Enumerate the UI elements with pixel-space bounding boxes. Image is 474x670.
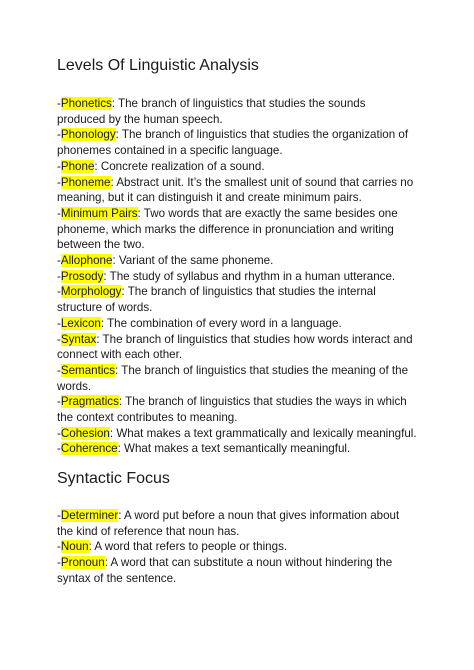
highlighted-term: Noun <box>60 540 89 554</box>
highlighted-term: Allophone <box>60 254 113 268</box>
definition-text: : The branch of linguistics that studies the ways in which the context contributes to meaning. <box>57 395 407 425</box>
section-levels-entries <box>57 96 417 457</box>
definition-text: : What makes a text grammatically and lexically meaningful. <box>109 426 417 440</box>
definition-text: : Abstract unit. It’s the smallest unit of sound that carries no meaning, but it can distinguish it and create minimum pairs. <box>57 175 414 205</box>
highlighted-term: Determiner <box>60 509 119 522</box>
definition-entry: -Phonetics: The branch of linguistics that studies the sounds produced by the human speech. <box>57 97 366 126</box>
definition-entry: -Prosody: The study of syllabus and rhythm in a human utterance. <box>57 269 396 283</box>
definition-entry: -Phonology: The branch of linguistics that studies the organization of phonemes contained in a specific language. <box>57 128 409 158</box>
definition-text: : The study of syllabus and rhythm in a human utterance. <box>103 269 396 283</box>
definition-text: : A word that can substitute a noun without hindering the syntax of the sentence. <box>57 556 393 585</box>
definition-text: : Two words that are exactly the same besides one phoneme, which marks the difference in pronunciation and writing between the two. <box>57 206 398 252</box>
definition-text: : A word that refers to people or things. <box>88 540 288 554</box>
highlighted-term: Pragmatics <box>60 395 119 409</box>
definition-entry: -Determiner: A word put before a noun that gives information about the kind of reference that noun has. <box>57 509 400 538</box>
definition-text: : The branch of linguistics that studies how words interact and connect with each other. <box>57 332 413 362</box>
highlighted-term: Prosody <box>60 269 104 283</box>
highlighted-term: Cohesion <box>60 426 110 440</box>
definition-text: : The branch of linguistics that studies the organization of phonemes contained in a specific language. <box>57 128 409 158</box>
definition-entry: -Cohesion: What makes a text grammatically and lexically meaningful. <box>57 426 417 440</box>
definition-text: : The branch of linguistics that studies the sounds produced by the human speech. <box>57 97 366 126</box>
definition-entry: -Semantics: The branch of linguistics that studies the meaning of the words. <box>57 363 409 393</box>
definition-entry: -Allophone: Variant of the same phoneme. <box>57 254 274 268</box>
definition-entry: -Pragmatics: The branch of linguistics that studies the ways in which the context contributes to meaning. <box>57 395 407 425</box>
highlighted-term: Phonology <box>60 128 116 142</box>
highlighted-term: Phonetics <box>60 97 112 110</box>
highlighted-term: Phoneme <box>60 175 111 189</box>
definition-text: : The combination of every word in a language. <box>100 316 342 330</box>
highlighted-term: Syntax <box>60 332 97 346</box>
highlighted-term: Lexicon <box>60 316 101 330</box>
definition-entry: -Lexicon: The combination of every word in a language. <box>57 316 342 330</box>
definition-entry: -Minimum Pairs: Two words that are exactly the same besides one phoneme, which marks the difference in pronunciation and writing between the two. <box>57 206 398 252</box>
definition-text: : A word put before a noun that gives information about the kind of reference that noun has. <box>57 509 400 538</box>
section-title-syntactic: Syntactic Focus <box>57 470 170 487</box>
definition-text: : Variant of the same phoneme. <box>112 254 274 268</box>
highlighted-term: Coherence <box>60 442 118 456</box>
section-title-levels: Levels Of Linguistic Analysis <box>57 57 259 74</box>
definition-text: : The branch of linguistics that studies the internal structure of words. <box>57 285 376 315</box>
highlighted-term: Minimum Pairs <box>60 206 138 220</box>
definition-text: : Concrete realization of a sound. <box>94 159 265 173</box>
definition-entry: -Noun: A word that refers to people or things. <box>57 540 288 554</box>
definition-entry: -Phoneme: Abstract unit. It’s the smallest unit of sound that carries no meaning, but it can distinguish it and create minimum pairs. <box>57 175 414 205</box>
definition-entry: -Pronoun: A word that can substitute a noun without hindering the syntax of the sentence. <box>57 556 393 585</box>
definition-entry: -Syntax: The branch of linguistics that studies how words interact and connect with each other. <box>57 332 413 362</box>
highlighted-term: Phone <box>60 159 95 173</box>
highlighted-term: Morphology <box>60 285 122 299</box>
highlighted-term: Pronoun <box>60 556 105 570</box>
definition-text: : The branch of linguistics that studies the meaning of the words. <box>57 363 409 393</box>
definition-entry: -Morphology: The branch of linguistics that studies the internal structure of words. <box>57 285 376 315</box>
definition-entry: -Phone: Concrete realization of a sound. <box>57 159 265 173</box>
highlighted-term: Semantics <box>60 363 115 377</box>
definition-entry: -Coherence: What makes a text semantically meaningful. <box>57 442 351 456</box>
section-syntactic-entries <box>57 508 417 587</box>
definition-text: : What makes a text semantically meaningful. <box>117 442 351 456</box>
